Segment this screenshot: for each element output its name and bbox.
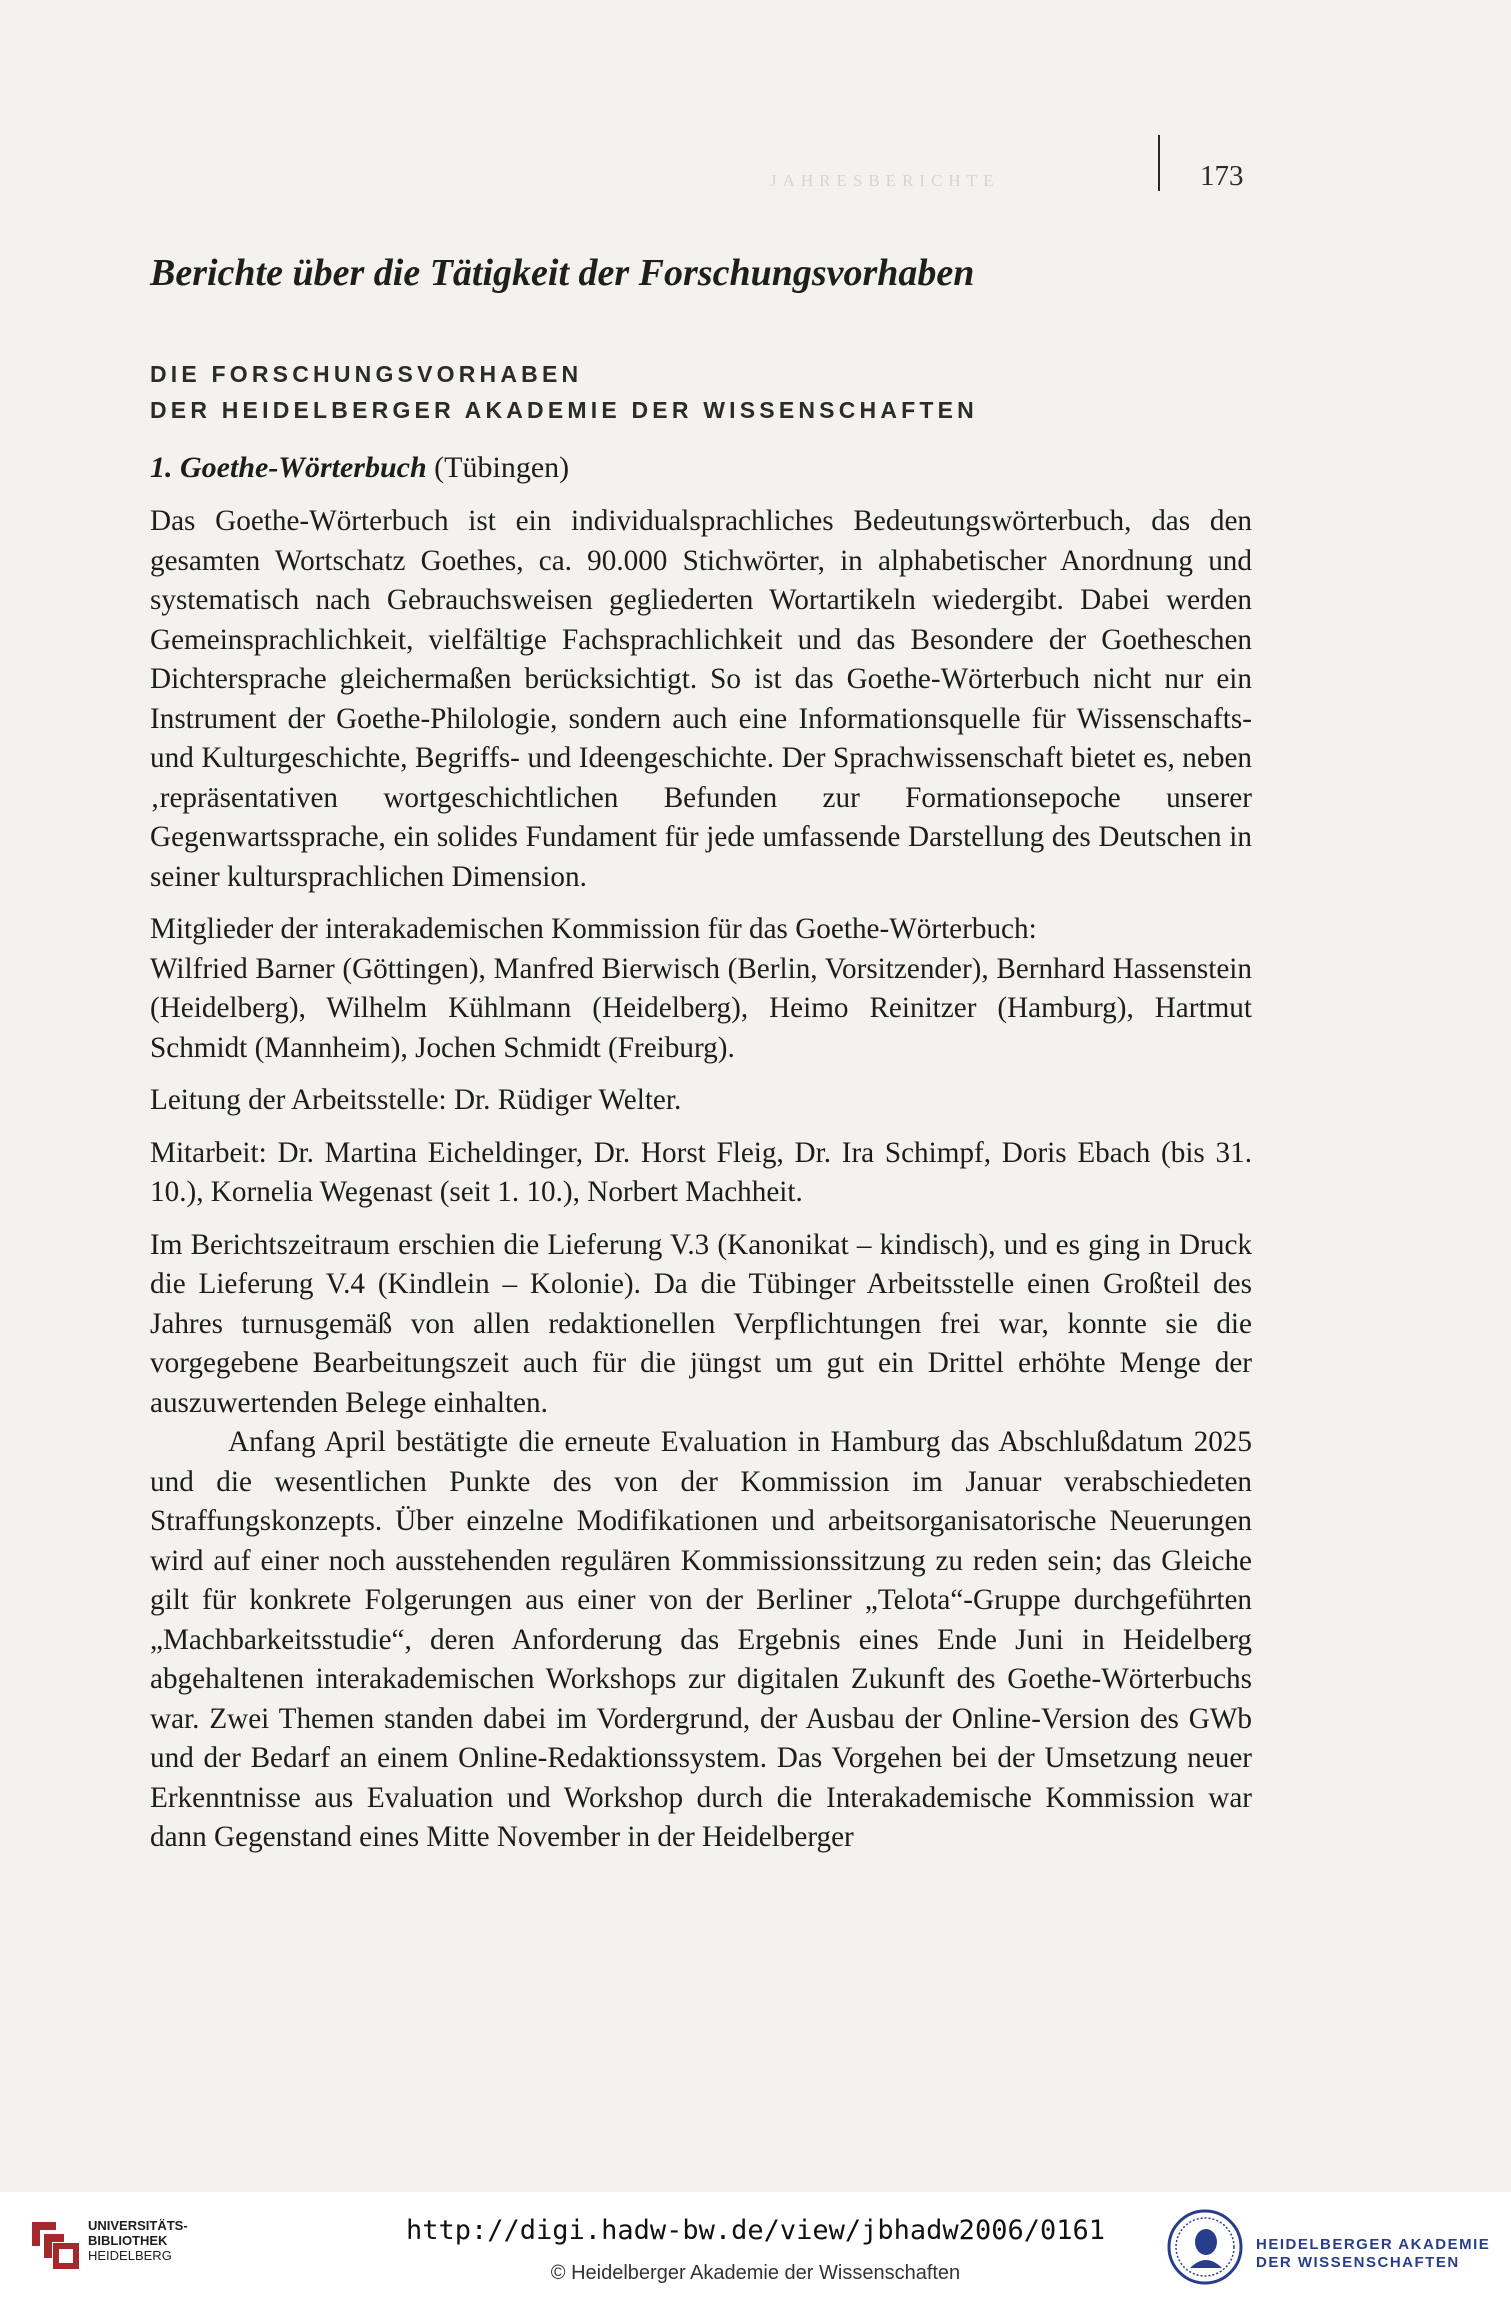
org-heading-line2: DER HEIDELBERGER AKADEMIE DER WISSENSCHAFTEN — [150, 397, 978, 423]
library-line2: BIBLIOTHEK — [88, 2233, 168, 2248]
academy-line2: DER WISSENSCHAFTEN — [1256, 2254, 1460, 2271]
paragraph-leadership: Leitung der Arbeitsstelle: Dr. Rüdiger Welter. — [150, 1084, 682, 1116]
body-column — [150, 250, 1252, 1871]
paragraph-evaluation: Anfang April bestätigte die erneute Evaluation in Hamburg das Abschlußdatum 2025 und die wesentlichen Punkte des von der Kommission im Januar verabschiedeten Straffungskonzepts. Über einzelne Modifikationen und arbeitsorganisatorische Neuerungen wird auf einer noch ausstehenden regulären Kommissionssitzung zu reden sein; das Gleiche gilt für konkrete Folgerungen aus einer von der Berliner „Telota“-Gruppe durchgeführten „Machbarkeitsstudie“, deren Anforderung das Ergebnis eines Ende Juni in Heidelberg abgehaltenen interakademischen Workshops zur digitalen Zukunft des Goethe-Wörterbuchs war. Zwei Themen standen dabei im Vordergrund, der Ausbau der Online-Version des GWb und der Bedarf an einem Online-Redaktionssystem. Das Vorgehen bei der Umsetzung neuer Erkenntnisse aus Evaluation und Workshop durch die Interakademische Kommission war dann Gegenstand eines Mitte November in der Heidelberger — [150, 1426, 1252, 1853]
section-title: Berichte über die Tätigkeit der Forschungsvorhaben — [150, 252, 975, 294]
permalink-url[interactable]: http://digi.hadw-bw.de/view/jbhadw2006/0161 — [406, 2215, 1105, 2246]
running-head: JAHRESBERICHTE — [770, 171, 1000, 190]
library-line1: UNIVERSITÄTS- — [88, 2218, 188, 2233]
paragraph-commission-members: Wilfried Barner (Göttingen), Manfred Bierwisch (Berlin, Vorsitzender), Bernhard Hassenstein (Heidelberg), Wilhelm Kühlmann (Heidelberg), Heimo Reinitzer (Hamburg), Hartmut Schmidt (Mannheim), Jochen Schmidt (Freiburg). — [150, 952, 1252, 1064]
paragraph-report-period: Im Berichtszeitraum erschien die Lieferung V.3 (Kanonikat – kindisch), und es ging in Druck die Lieferung V.4 (Kindlein – Kolonie). Da die Tübinger Arbeitsstelle einen Großteil des Jahres turnusgemäß von allen redaktionellen Verpflichtungen frei war, konnte sie die vorgegebene Bearbeitungszeit auch für die jüngst um gut ein Drittel erhöhte Menge der auszuwertenden Belege einhalten. — [150, 1228, 1252, 1419]
page-number-rule — [1158, 135, 1160, 191]
academy-name — [1256, 2236, 1490, 2272]
entry-title — [150, 448, 1252, 488]
paragraph-commission-heading: Mitglieder der interakademischen Kommission für das Goethe-Wörterbuch: — [150, 913, 1037, 945]
paragraph-description: Das Goethe-Wörterbuch ist ein individualsprachliches Bedeutungswörterbuch, das den gesamten Wortschatz Goethes, ca. 90.000 Stichwörter, in alphabetischer Anordnung und systematisch nach Gebrauchsweisen gegliederten Wortartikeln wiedergibt. Dabei werden Gemeinsprachlichkeit, vielfältige Fachsprachlichkeit und das Besondere der Goetheschen Dichtersprache gleichermaßen berücksichtigt. So ist das Goethe-Wörterbuch nicht nur ein Instrument der Goethe-Philologie, sondern auch eine Informationsquelle für Wissenschafts- und Kulturgeschichte, Begriffs- und Ideengeschichte. Der Sprachwissenschaft bietet es, neben ‚repräsentativen wortgeschichtlichen Befunden zur Formationsepoche unserer Gegenwartssprache, ein solides Fundament für jede umfassende Darstellung des Deutschen in seiner kultursprachlichen Dimension. — [150, 505, 1252, 893]
page-number: 173 — [1200, 160, 1244, 192]
academy-seal-icon — [1166, 2208, 1244, 2286]
copyright-notice: © Heidelberger Akademie der Wissenschaften — [550, 2262, 961, 2284]
entry-location: (Tübingen) — [434, 451, 570, 484]
org-heading-line1: DIE FORSCHUNGSVORHABEN — [150, 361, 583, 387]
entry-name: 1. Goethe-Wörterbuch — [150, 451, 427, 484]
paragraph-staff: Mitarbeit: Dr. Martina Eicheldinger, Dr. Horst Fleig, Dr. Ira Schimpf, Doris Ebach (bis 31. 10.), Kornelia Wegenast (seit 1. 10.), Norbert Machheit. — [150, 1136, 1252, 1208]
academy-line1: HEIDELBERGER AKADEMIE — [1256, 2236, 1491, 2253]
library-line3: HEIDELBERG — [88, 2248, 172, 2263]
